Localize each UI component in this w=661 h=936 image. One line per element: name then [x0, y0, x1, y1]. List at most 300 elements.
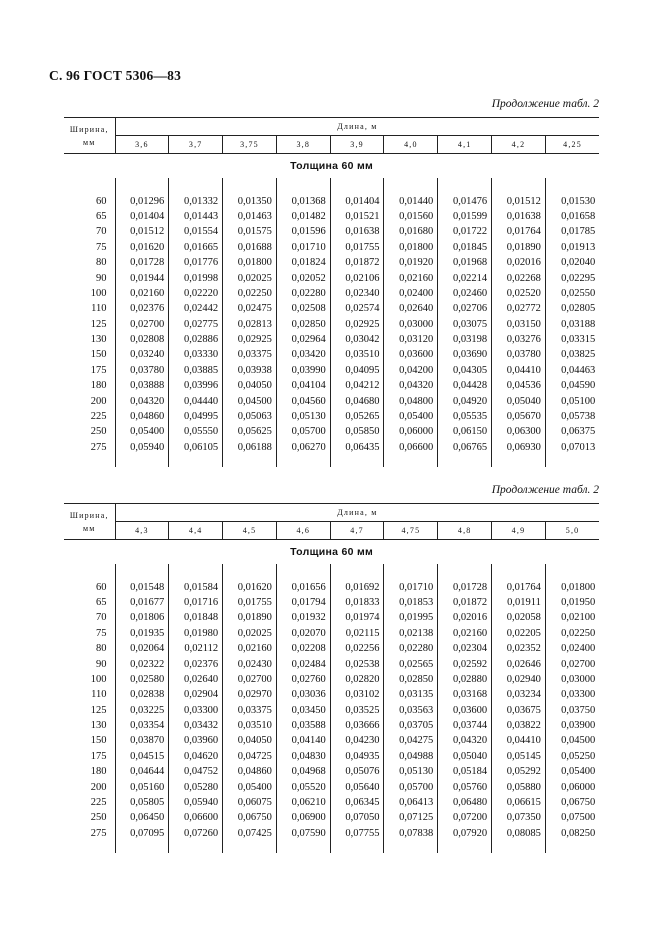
volume-cell: 0,05184 [438, 764, 492, 779]
width-cell: 110 [64, 687, 115, 702]
volume-cell: 0,05805 [115, 795, 169, 810]
width-cell: 110 [64, 301, 115, 316]
volume-cell: 0,05940 [115, 440, 169, 455]
table-row [64, 301, 599, 316]
width-cell: 130 [64, 718, 115, 733]
volume-cell: 0,05400 [384, 409, 438, 424]
volume-cell: 0,07838 [384, 826, 438, 841]
volume-cell: 0,02970 [223, 687, 277, 702]
volume-cell: 0,07260 [169, 826, 223, 841]
volume-cell: 0,04860 [223, 764, 277, 779]
volume-cell: 0,02250 [223, 286, 277, 301]
volume-cell: 0,01658 [561, 210, 596, 222]
volume-cell: 0,01728 [438, 579, 492, 594]
volume-cell: 0,01806 [115, 610, 169, 625]
volume-cell: 0,06210 [276, 795, 330, 810]
volume-cell: 0,02520 [492, 286, 546, 301]
volume-cell: 0,05880 [492, 779, 546, 794]
volume-cell: 0,02376 [169, 656, 223, 671]
volume-cell: 0,07095 [115, 826, 169, 841]
width-cell: 90 [64, 656, 115, 671]
volume-cell: 0,04500 [561, 735, 596, 747]
volume-cell: 0,05292 [492, 764, 546, 779]
volume-cell: 0,02016 [492, 255, 546, 270]
volume-cell: 0,02115 [330, 626, 384, 641]
volume-cell: 0,02565 [384, 656, 438, 671]
volume-cell: 0,06765 [438, 440, 492, 455]
volume-cell: 0,02220 [169, 286, 223, 301]
volume-cell: 0,03188 [561, 318, 596, 330]
volume-cell: 0,01980 [169, 626, 223, 641]
volume-cell: 0,02700 [223, 672, 277, 687]
volume-cell: 0,04428 [438, 378, 492, 393]
length-column-header: 4,6 [276, 522, 330, 540]
volume-cell: 0,02430 [223, 656, 277, 671]
volume-cell: 0,04320 [438, 733, 492, 748]
volume-cell: 0,01584 [169, 579, 223, 594]
volume-cell: 0,03042 [330, 332, 384, 347]
volume-cell: 0,04920 [438, 393, 492, 408]
volume-cell: 0,01620 [223, 579, 277, 594]
table-row [64, 255, 599, 270]
width-cell: 90 [64, 270, 115, 285]
volume-cell: 0,02484 [276, 656, 330, 671]
section-title: Толщина 60 мм [290, 546, 374, 558]
volume-cell: 0,06188 [223, 440, 277, 455]
volume-cell: 0,08085 [492, 826, 546, 841]
width-cell: 150 [64, 733, 115, 748]
volume-cell: 0,01443 [169, 209, 223, 224]
volume-cell: 0,01350 [223, 193, 277, 208]
table-row [64, 332, 599, 347]
table-row [64, 378, 599, 393]
table-row [64, 718, 599, 733]
table-row [64, 270, 599, 285]
volume-cell: 0,01872 [438, 595, 492, 610]
volume-cell: 0,03525 [330, 703, 384, 718]
volume-cell: 0,01530 [561, 195, 596, 207]
volume-cell: 0,02376 [115, 301, 169, 316]
volume-cell: 0,03375 [223, 347, 277, 362]
width-cell: 150 [64, 347, 115, 362]
volume-cell: 0,01596 [276, 224, 330, 239]
volume-cell: 0,05700 [276, 424, 330, 439]
length-column-header: 4,8 [438, 522, 492, 540]
volume-cell: 0,05040 [438, 749, 492, 764]
volume-cell: 0,02205 [492, 626, 546, 641]
volume-cell: 0,02280 [384, 641, 438, 656]
length-column-header: 4,9 [492, 522, 546, 540]
table-row [64, 209, 599, 224]
volume-cell: 0,01998 [169, 270, 223, 285]
volume-cell: 0,01845 [438, 240, 492, 255]
volume-cell: 0,03102 [330, 687, 384, 702]
volume-cell: 0,03225 [115, 703, 169, 718]
volume-cell: 0,03354 [115, 718, 169, 733]
volume-cell: 0,01824 [276, 255, 330, 270]
volume-cell: 0,02820 [330, 672, 384, 687]
volume-cell: 0,02646 [492, 656, 546, 671]
width-cell: 65 [64, 595, 115, 610]
volume-cell: 0,03450 [276, 703, 330, 718]
volume-cell: 0,02160 [223, 641, 277, 656]
volume-cell: 0,05265 [330, 409, 384, 424]
volume-cell: 0,03198 [438, 332, 492, 347]
volume-cell: 0,02508 [276, 301, 330, 316]
width-cell: 65 [64, 209, 115, 224]
volume-cell: 0,01575 [223, 224, 277, 239]
volume-cell: 0,02016 [438, 610, 492, 625]
volume-cell: 0,01944 [115, 270, 169, 285]
volume-cell: 0,03938 [223, 363, 277, 378]
width-column-header: Ширина, мм [64, 504, 115, 540]
width-cell: 225 [64, 409, 115, 424]
volume-cell: 0,05400 [561, 766, 596, 778]
volume-cell: 0,05250 [561, 750, 596, 762]
volume-cell: 0,02700 [561, 658, 596, 670]
volume-cell: 0,05700 [384, 779, 438, 794]
volume-cell: 0,03135 [384, 687, 438, 702]
volume-cell: 0,07350 [492, 810, 546, 825]
volume-cell: 0,06075 [223, 795, 277, 810]
volume-cell: 0,02040 [561, 257, 596, 269]
volume-cell: 0,07013 [561, 441, 596, 453]
section-title: Толщина 60 мм [290, 160, 374, 172]
table-row [64, 733, 599, 748]
volume-cell: 0,02706 [438, 301, 492, 316]
table-row [64, 224, 599, 239]
volume-cell: 0,05520 [276, 779, 330, 794]
table-row [64, 393, 599, 408]
volume-cell: 0,05160 [115, 779, 169, 794]
volume-cell: 0,01932 [276, 610, 330, 625]
volume-cell: 0,07200 [438, 810, 492, 825]
volume-cell: 0,03750 [561, 704, 596, 716]
volume-cell: 0,02138 [384, 626, 438, 641]
table-row [64, 240, 599, 255]
table-row [64, 626, 599, 641]
volume-cell: 0,01560 [384, 209, 438, 224]
volume-cell: 0,04560 [276, 393, 330, 408]
volume-cell: 0,01785 [561, 226, 596, 238]
volume-cell: 0,01920 [384, 255, 438, 270]
volume-cell: 0,03120 [384, 332, 438, 347]
volume-cell: 0,03990 [276, 363, 330, 378]
volume-cell: 0,02295 [561, 272, 596, 284]
volume-cell: 0,02304 [438, 641, 492, 656]
table-row [64, 595, 599, 610]
volume-cell: 0,08250 [561, 827, 596, 839]
volume-cell: 0,04230 [330, 733, 384, 748]
table-row [64, 424, 599, 439]
volume-cell: 0,04752 [169, 764, 223, 779]
volume-cell: 0,03780 [492, 347, 546, 362]
volume-cell: 0,03600 [438, 703, 492, 718]
volume-cell: 0,05145 [492, 749, 546, 764]
volume-cell: 0,07920 [438, 826, 492, 841]
table-row [64, 826, 599, 841]
volume-cell: 0,01800 [384, 240, 438, 255]
table-row [64, 779, 599, 794]
width-cell: 75 [64, 626, 115, 641]
volume-cell: 0,02064 [115, 641, 169, 656]
volume-cell: 0,05670 [492, 409, 546, 424]
volume-cell: 0,04968 [276, 764, 330, 779]
volume-cell: 0,02400 [561, 643, 596, 655]
length-column-header: 3,75 [223, 136, 277, 154]
volume-cell: 0,04440 [169, 393, 223, 408]
volume-cell: 0,02772 [492, 301, 546, 316]
volume-cell: 0,03375 [223, 703, 277, 718]
volume-cell: 0,01599 [438, 209, 492, 224]
volume-cell: 0,01794 [276, 595, 330, 610]
volume-cell: 0,05280 [169, 779, 223, 794]
table-continuation-label: Продолжение табл. 2 [491, 484, 599, 496]
volume-cell: 0,02850 [384, 672, 438, 687]
width-cell: 60 [64, 579, 115, 594]
volume-cell: 0,03780 [115, 363, 169, 378]
volume-cell: 0,01755 [223, 595, 277, 610]
width-cell: 125 [64, 703, 115, 718]
volume-cell: 0,02160 [384, 270, 438, 285]
volume-cell: 0,03168 [438, 687, 492, 702]
volume-cell: 0,03888 [115, 378, 169, 393]
volume-cell: 0,01404 [115, 209, 169, 224]
table-row [64, 749, 599, 764]
volume-cell: 0,01656 [276, 579, 330, 594]
length-column-header: 3,6 [115, 136, 169, 154]
table-row [64, 610, 599, 625]
volume-cell: 0,03690 [438, 347, 492, 362]
volume-cell: 0,02106 [330, 270, 384, 285]
width-cell: 250 [64, 424, 115, 439]
volume-cell: 0,01512 [492, 193, 546, 208]
table-row [64, 641, 599, 656]
volume-cell: 0,01548 [115, 579, 169, 594]
volume-cell: 0,02700 [115, 317, 169, 332]
length-column-header: 4,0 [384, 136, 438, 154]
volume-cell: 0,02160 [438, 626, 492, 641]
volume-cell: 0,03000 [561, 673, 596, 685]
volume-table-1 [64, 117, 599, 467]
volume-cell: 0,02925 [223, 332, 277, 347]
volume-cell: 0,03885 [169, 363, 223, 378]
volume-cell: 0,05850 [330, 424, 384, 439]
volume-cell: 0,01463 [223, 209, 277, 224]
volume-cell: 0,06600 [384, 440, 438, 455]
volume-cell: 0,01800 [223, 255, 277, 270]
volume-cell: 0,02442 [169, 301, 223, 316]
length-column-header: 3,8 [276, 136, 330, 154]
table-row [64, 687, 599, 702]
volume-cell: 0,04463 [561, 364, 596, 376]
volume-cell: 0,06450 [115, 810, 169, 825]
volume-cell: 0,03330 [169, 347, 223, 362]
volume-cell: 0,03432 [169, 718, 223, 733]
length-column-header: 4,4 [169, 522, 223, 540]
volume-cell: 0,04536 [492, 378, 546, 393]
volume-cell: 0,02268 [492, 270, 546, 285]
volume-cell: 0,01296 [115, 193, 169, 208]
width-cell: 225 [64, 795, 115, 810]
volume-cell: 0,05738 [561, 411, 596, 423]
table-row [64, 317, 599, 332]
length-column-header: 4,5 [223, 522, 277, 540]
volume-cell: 0,05760 [438, 779, 492, 794]
volume-cell: 0,05550 [169, 424, 223, 439]
volume-cell: 0,01404 [330, 193, 384, 208]
width-cell: 70 [64, 610, 115, 625]
volume-cell: 0,02964 [276, 332, 330, 347]
volume-cell: 0,04644 [115, 764, 169, 779]
volume-cell: 0,01776 [169, 255, 223, 270]
volume-cell: 0,04725 [223, 749, 277, 764]
width-cell: 275 [64, 826, 115, 841]
volume-cell: 0,02214 [438, 270, 492, 285]
volume-cell: 0,02574 [330, 301, 384, 316]
table-row [64, 286, 599, 301]
length-column-header: 3,9 [330, 136, 384, 154]
volume-cell: 0,03996 [169, 378, 223, 393]
volume-cell: 0,04200 [384, 363, 438, 378]
volume-cell: 0,01521 [330, 209, 384, 224]
volume-cell: 0,01512 [115, 224, 169, 239]
volume-cell: 0,02813 [223, 317, 277, 332]
volume-cell: 0,05400 [115, 424, 169, 439]
table-row [64, 764, 599, 779]
volume-cell: 0,06413 [384, 795, 438, 810]
volume-cell: 0,06480 [438, 795, 492, 810]
volume-cell: 0,02940 [492, 672, 546, 687]
width-cell: 100 [64, 672, 115, 687]
volume-cell: 0,03666 [330, 718, 384, 733]
volume-cell: 0,01800 [561, 581, 596, 593]
volume-cell: 0,02550 [561, 287, 596, 299]
volume-cell: 0,06750 [223, 810, 277, 825]
width-cell: 70 [64, 224, 115, 239]
width-cell: 60 [64, 193, 115, 208]
volume-cell: 0,06750 [561, 797, 596, 809]
width-cell: 180 [64, 764, 115, 779]
volume-cell: 0,05130 [276, 409, 330, 424]
volume-cell: 0,01692 [330, 579, 384, 594]
volume-cell: 0,01890 [223, 610, 277, 625]
volume-cell: 0,01638 [492, 209, 546, 224]
volume-cell: 0,01554 [169, 224, 223, 239]
volume-cell: 0,01833 [330, 595, 384, 610]
width-cell: 275 [64, 440, 115, 455]
table-row [64, 363, 599, 378]
volume-cell: 0,04995 [169, 409, 223, 424]
width-cell: 180 [64, 378, 115, 393]
volume-cell: 0,01710 [384, 579, 438, 594]
volume-cell: 0,03300 [561, 689, 596, 701]
length-column-header: 4,75 [384, 522, 438, 540]
volume-cell: 0,02322 [115, 656, 169, 671]
volume-cell: 0,01722 [438, 224, 492, 239]
width-cell: 200 [64, 393, 115, 408]
volume-cell: 0,03900 [561, 720, 596, 732]
volume-cell: 0,03510 [330, 347, 384, 362]
volume-cell: 0,07590 [276, 826, 330, 841]
volume-cell: 0,04680 [330, 393, 384, 408]
width-column-header: Ширина, мм [64, 118, 115, 154]
volume-cell: 0,04275 [384, 733, 438, 748]
volume-cell: 0,01872 [330, 255, 384, 270]
volume-cell: 0,06270 [276, 440, 330, 455]
length-column-header: 5,0 [545, 522, 599, 540]
volume-cell: 0,01680 [384, 224, 438, 239]
volume-cell: 0,06435 [330, 440, 384, 455]
width-cell: 100 [64, 286, 115, 301]
width-cell: 80 [64, 641, 115, 656]
volume-cell: 0,01677 [115, 595, 169, 610]
volume-cell: 0,05640 [330, 779, 384, 794]
volume-cell: 0,05130 [384, 764, 438, 779]
volume-table-2 [64, 503, 599, 853]
volume-cell: 0,06345 [330, 795, 384, 810]
width-cell: 175 [64, 749, 115, 764]
table-row [64, 795, 599, 810]
volume-cell: 0,01710 [276, 240, 330, 255]
volume-cell: 0,07500 [561, 812, 596, 824]
volume-cell: 0,02886 [169, 332, 223, 347]
volume-cell: 0,02475 [223, 301, 277, 316]
volume-cell: 0,01890 [492, 240, 546, 255]
volume-cell: 0,04860 [115, 409, 169, 424]
volume-cell: 0,01638 [330, 224, 384, 239]
volume-cell: 0,03588 [276, 718, 330, 733]
volume-cell: 0,06615 [492, 795, 546, 810]
volume-cell: 0,02460 [438, 286, 492, 301]
volume-cell: 0,03234 [492, 687, 546, 702]
volume-cell: 0,01332 [169, 193, 223, 208]
volume-cell: 0,02538 [330, 656, 384, 671]
volume-cell: 0,03036 [276, 687, 330, 702]
width-cell: 80 [64, 255, 115, 270]
volume-cell: 0,04140 [276, 733, 330, 748]
width-cell: 175 [64, 363, 115, 378]
volume-cell: 0,01995 [384, 610, 438, 625]
page-header: С. 96 ГОСТ 5306—83 [49, 68, 182, 83]
volume-cell: 0,01950 [561, 596, 596, 608]
volume-cell: 0,05063 [223, 409, 277, 424]
volume-cell: 0,02058 [492, 610, 546, 625]
length-header: Длина, м [115, 118, 599, 136]
volume-cell: 0,02580 [115, 672, 169, 687]
volume-cell: 0,04410 [492, 733, 546, 748]
volume-cell: 0,01728 [115, 255, 169, 270]
volume-cell: 0,07755 [330, 826, 384, 841]
volume-cell: 0,03563 [384, 703, 438, 718]
table-continuation-label: Продолжение табл. 2 [491, 98, 599, 110]
volume-cell: 0,03075 [438, 317, 492, 332]
volume-cell: 0,01755 [330, 240, 384, 255]
volume-cell: 0,01665 [169, 240, 223, 255]
volume-cell: 0,02340 [330, 286, 384, 301]
volume-cell: 0,01688 [223, 240, 277, 255]
volume-cell: 0,06300 [492, 424, 546, 439]
volume-cell: 0,02592 [438, 656, 492, 671]
volume-cell: 0,03315 [561, 334, 596, 346]
volume-cell: 0,06600 [169, 810, 223, 825]
width-cell: 125 [64, 317, 115, 332]
volume-cell: 0,01848 [169, 610, 223, 625]
volume-cell: 0,06000 [561, 781, 596, 793]
volume-cell: 0,01482 [276, 209, 330, 224]
volume-cell: 0,02025 [223, 626, 277, 641]
volume-cell: 0,02640 [169, 672, 223, 687]
